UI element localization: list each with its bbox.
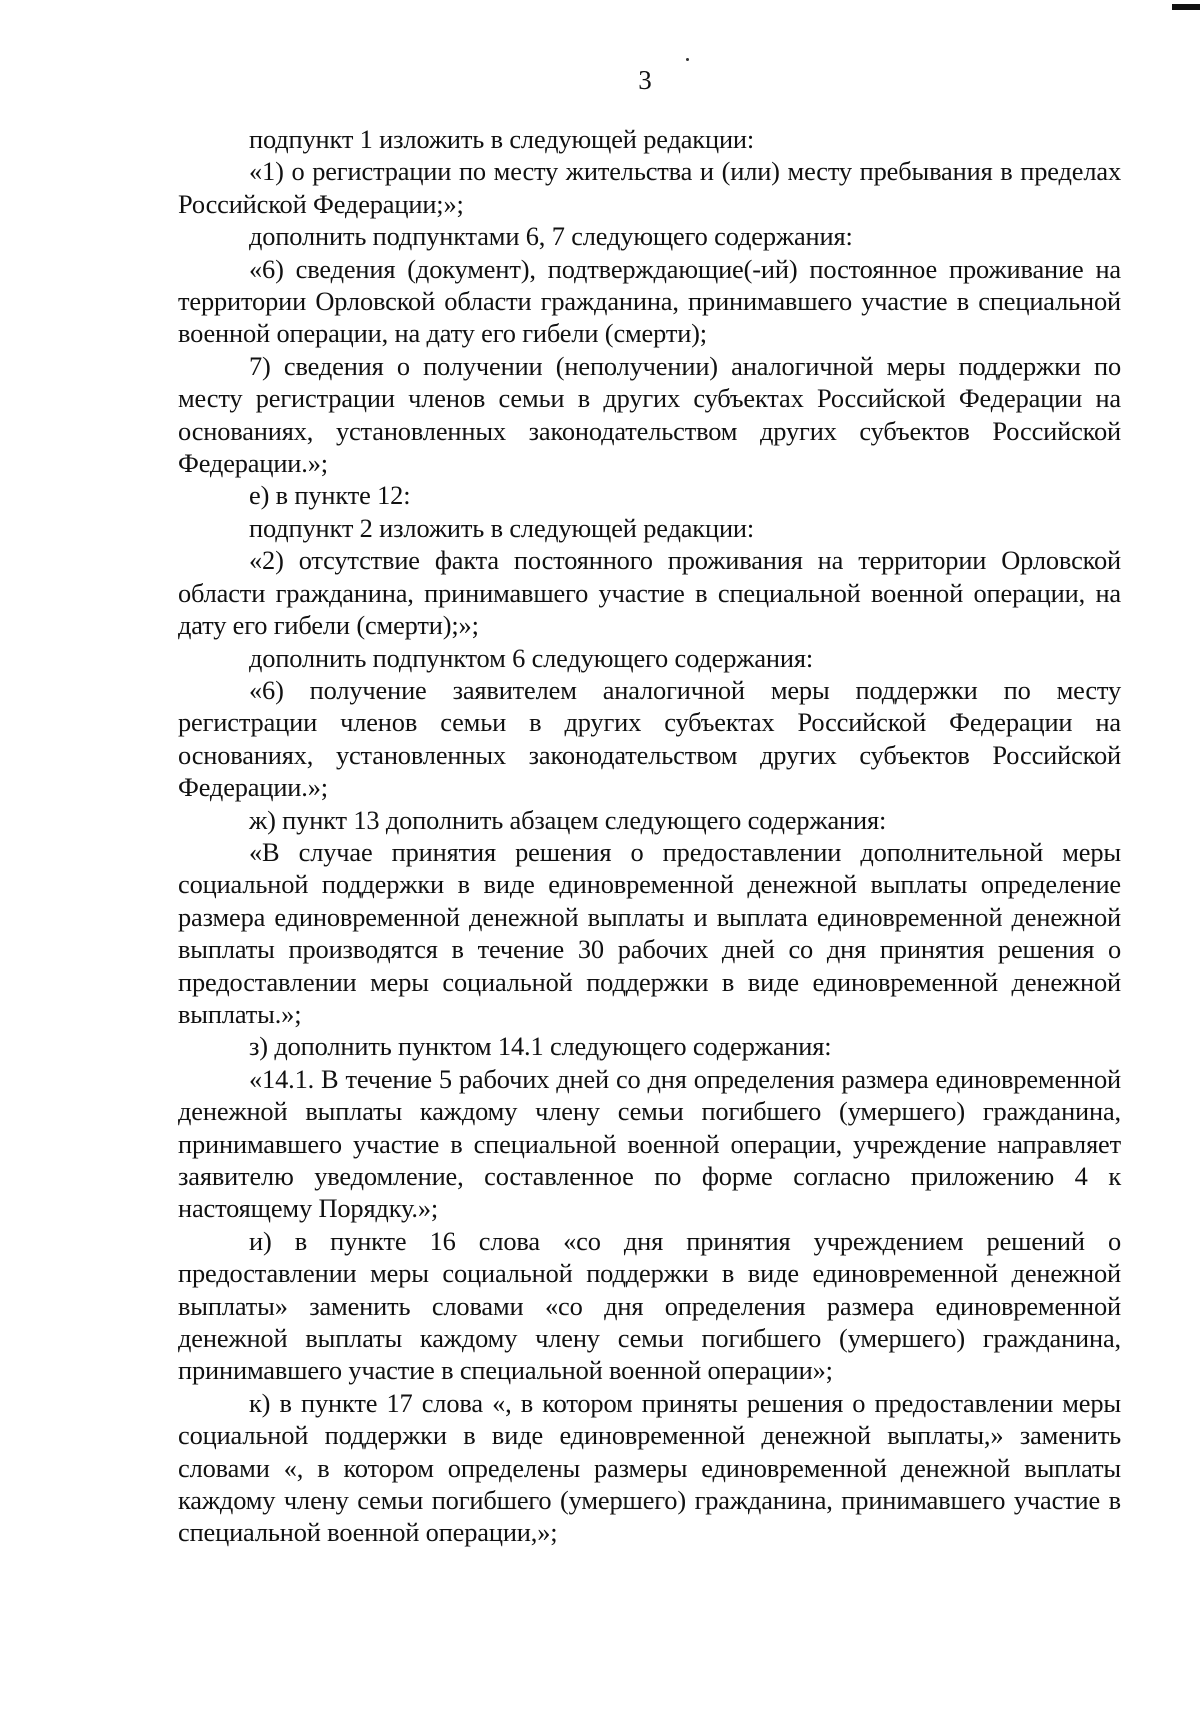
paragraph-8: «2) отсутствие факта постоянного проживания на территории Орловской области гражданина, принимавшего участие в специальной военной операции, на дату его гибели (смерти);»; [178, 545, 1121, 641]
paragraph-7: подпункт 2 изложить в следующей редакции: [249, 512, 755, 543]
paragraph-1: подпункт 1 изложить в следующей редакции: [249, 124, 755, 154]
paragraph-12: «В случае принятия решения о предоставлении дополнительной меры социальной поддержки в виде единовременной денежной выплаты определение размера единовременной денежной выплаты и выплата единовременной денежной выплаты производятся в течение 30 рабочих дней со дня принятия решения о предоставлении меры социальной поддержки в виде единовременной денежной выплаты.»; [178, 836, 1121, 1029]
paragraph-15: и) в пункте 16 слова «со дня принятия учреждением решений о предоставлении меры социальной поддержки в виде единовременной денежной выплаты» заменить словами «со дня определения размера единовременной денежной выплаты каждому члену семьи погибшего (умершего) гражданина, принимавшего участие в специальной военной операции»; [178, 1225, 1121, 1386]
paragraph-5: 7) сведения о получении (неполучении) аналогичной меры поддержки по месту регистрации членов семьи в других субъектах Российской Федерации на основаниях, установленных законодательством других субъектов Российской Федерации.»; [178, 350, 1121, 479]
paragraph-16: к) в пункте 17 слова «, в котором приняты решения о предоставлении меры социальной поддержки в виде единовременной денежной выплаты,» заменить словами «, в котором определены размеры единовременной денежной выплаты каждому члену семьи погибшего (умершего) гражданина, принимавшего участие в специальной военной операции,»; [178, 1387, 1121, 1548]
scan-speck [686, 58, 689, 61]
paragraph-3: дополнить подпунктами 6, 7 следующего содержания: [249, 221, 853, 252]
paragraph-13: з) дополнить пунктом 14.1 следующего содержания: [249, 1031, 832, 1062]
page-number: 3 [638, 65, 652, 95]
paragraph-4: «6) сведения (документ), подтверждающие(-ий) постоянное проживание на территории Орловской области гражданина, принимавшего участие в специальной военной операции, на дату его гибели (смерти); [178, 253, 1121, 349]
paragraph-11: ж) пункт 13 дополнить абзацем следующего содержания: [249, 804, 887, 835]
document-body [178, 123, 1121, 1549]
paragraph-9: дополнить подпунктом 6 следующего содержания: [249, 642, 814, 673]
paragraph-6: е) в пункте 12: [249, 480, 411, 511]
scan-edge-mark [1172, 4, 1200, 10]
paragraph-14: «14.1. В течение 5 рабочих дней со дня определения размера единовременной денежной выплаты каждому члену семьи погибшего (умершего) гражданина, принимавшего участие в специальной военной операции, учреждение направляет заявителю уведомление, составленное по форме согласно приложению 4 к настоящему Порядку.»; [178, 1063, 1121, 1224]
paragraph-2: «1) о регистрации по месту жительства и (или) месту пребывания в пределах Российской Федерации;»; [178, 156, 1121, 219]
paragraph-10: «6) получение заявителем аналогичной меры поддержки по месту регистрации членов семьи в других субъектах Российской Федерации на основаниях, установленных законодательством других субъектов Российской Федерации.»; [178, 674, 1121, 803]
